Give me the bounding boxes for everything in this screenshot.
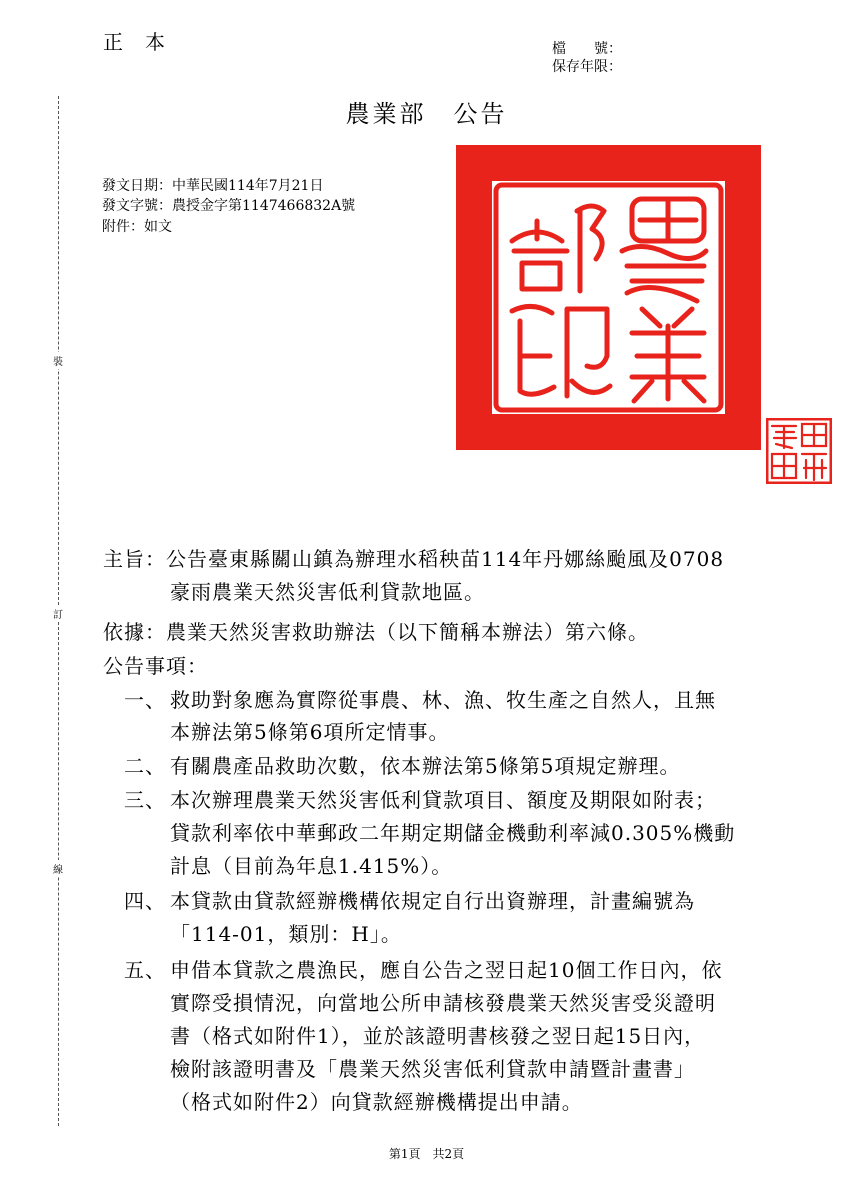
- minister-seal: [766, 418, 832, 484]
- binding-mark-zhuang: 裝: [53, 352, 63, 369]
- item-line: 申借本貸款之農漁民，應自公告之翌日起10個工作日內，依: [170, 958, 723, 982]
- item-number: 一、: [124, 688, 166, 712]
- basis-paragraph: 依據：農業天然災害救助辦法（以下簡稱本辦法）第六條。: [103, 620, 649, 644]
- archive-file-number: 檔 號：: [552, 41, 622, 57]
- items-heading: 公告事項：: [103, 654, 208, 678]
- item-line: 本辦法第5條第6項所定情事。: [170, 720, 450, 744]
- archive-retention: 保存年限：: [552, 59, 622, 75]
- item-number: 五、: [124, 958, 166, 982]
- item-line: 貸款利率依中華郵政二年期定期儲金機動利率減0.305%機動: [170, 821, 736, 845]
- item-number: 四、: [124, 889, 166, 913]
- item-number: 三、: [124, 788, 166, 812]
- item-line: 實際受損情況，向當地公所申請核發農業天然災害受災證明: [170, 991, 716, 1015]
- attachment-note: 附件：如文: [102, 219, 172, 235]
- document-title: 農業部 公告: [345, 100, 508, 128]
- item-line: 本次辦理農業天然災害低利貸款項目、額度及期限如附表；: [170, 788, 716, 812]
- item-line: 計息（目前為年息1.415%）。: [170, 854, 453, 878]
- item-line: 本貸款由貸款經辦機構依規定自行出資辦理，計畫編號為: [170, 889, 695, 913]
- item-line: 檢附該證明書及「農業天然災害低利貸款申請暨計畫書」: [170, 1057, 695, 1081]
- seal-script-glyphs: [492, 181, 725, 414]
- item-line: 「114-01，類別：H」。: [170, 922, 402, 946]
- official-seal: [456, 145, 761, 450]
- item-line: 書（格式如附件1），並於該證明書核發之翌日起15日內，: [170, 1024, 706, 1048]
- binding-mark-ding: 訂: [53, 605, 63, 622]
- issue-date: 發文日期：中華民國114年7月21日: [102, 178, 324, 194]
- subject-line-1: 主旨：公告臺東縣關山鎮為辦理水稻秧苗114年丹娜絲颱風及0708: [103, 547, 725, 571]
- page-footer: 第1頁 共2頁: [388, 1147, 465, 1161]
- item-number: 二、: [124, 754, 166, 778]
- item-line: 救助對象應為實際從事農、林、漁、牧生產之自然人，且無: [170, 688, 716, 712]
- document-number: 發文字號：農授金字第1147466832A號: [102, 198, 356, 214]
- subject-line-2: 豪雨農業天然災害低利貸款地區。: [170, 580, 485, 604]
- binding-mark-xian: 線: [53, 860, 63, 877]
- item-line: （格式如附件2）向貸款經辦機構提出申請。: [170, 1090, 583, 1114]
- item-line: 有關農產品救助次數，依本辦法第5條第5項規定辦理。: [170, 754, 681, 778]
- copy-mark: 正 本: [103, 30, 166, 54]
